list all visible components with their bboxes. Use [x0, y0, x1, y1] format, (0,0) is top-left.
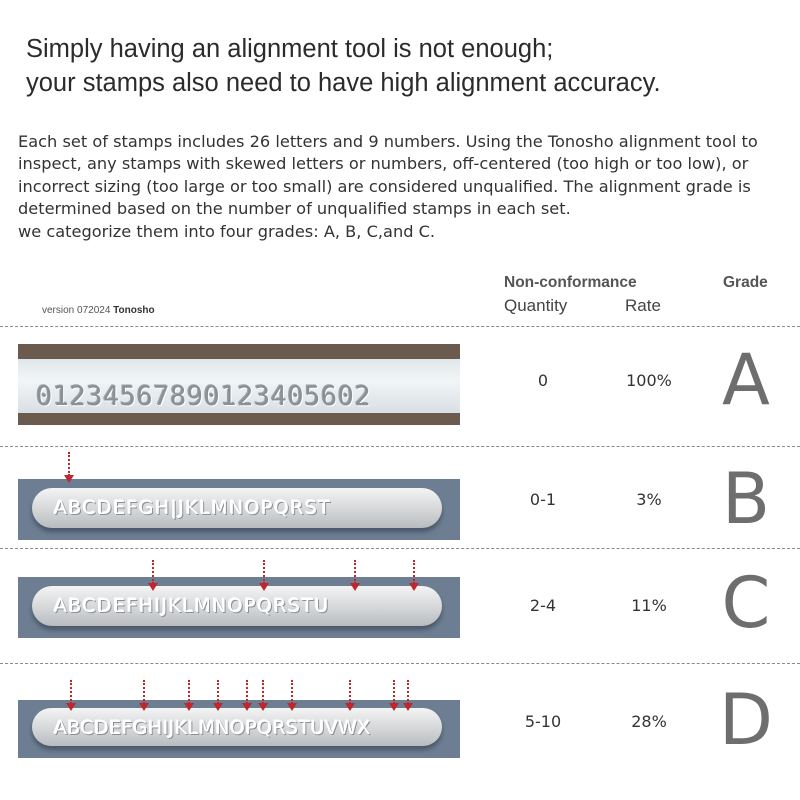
misalignment-arrow-icon [349, 680, 351, 704]
misalignment-arrow-icon [413, 560, 415, 584]
misalignment-arrow-icon [70, 680, 72, 704]
grade-letter: D [719, 679, 773, 761]
stamp-sample-text: 01234567890123405602 [36, 381, 372, 412]
headline-line-1: Simply having an alignment tool is not enough; [26, 35, 554, 63]
quantity-cell: 2-4 [529, 596, 557, 615]
stamp-sample-text: ABCDEFGH|JKLMNOPQRST [54, 497, 332, 519]
misalignment-arrow-icon [143, 680, 145, 704]
intro-summary: we categorize them into four grades: A, B, C,and C. [18, 221, 436, 241]
header-nonconformance: Non-conformance [504, 274, 637, 291]
header-grade: Grade [723, 274, 768, 291]
stamp-photo-a [18, 344, 460, 425]
rate-cell: 3% [636, 490, 662, 509]
stamped-bar [32, 488, 442, 528]
brand-name: Tonosho [113, 305, 155, 316]
headline [26, 32, 786, 100]
misalignment-arrow-icon [393, 680, 395, 704]
row-divider [0, 446, 800, 447]
grade-letter: C [721, 562, 771, 644]
rate-cell: 100% [626, 371, 672, 390]
headline-line-2: your stamps also need to have high alignment accuracy. [26, 69, 661, 97]
stamp-sample-text: ABCDEFHIJKLMNOPQRSTU [54, 595, 330, 617]
grade-letter: B [721, 458, 771, 540]
stamp-photo-c [18, 577, 460, 638]
misalignment-arrow-icon [246, 680, 248, 704]
row-divider [0, 326, 800, 327]
row-divider [0, 663, 800, 664]
quantity-cell: 5-10 [524, 712, 562, 731]
stamp-photo-b [18, 479, 460, 540]
misalignment-arrow-icon [407, 680, 409, 704]
misalignment-arrow-icon [217, 680, 219, 704]
rate-cell: 11% [631, 596, 667, 615]
rate-cell: 28% [631, 712, 667, 731]
misalignment-arrow-icon [262, 680, 264, 704]
intro-text [18, 131, 788, 243]
misalignment-arrow-icon [188, 680, 190, 704]
header-rate: Rate [625, 296, 661, 315]
version-text: version 072024 [42, 305, 111, 316]
stamped-bar [32, 708, 442, 746]
header-quantity: Quantity [504, 296, 568, 315]
row-divider [0, 548, 800, 549]
version-label [42, 305, 155, 316]
misalignment-arrow-icon [354, 560, 356, 584]
stamped-strip [18, 359, 460, 413]
stamp-sample-text: ABCDEFGHIJKLMNOPQRSTUVWX [54, 717, 371, 739]
misalignment-arrow-icon [152, 560, 154, 584]
stamped-bar [32, 586, 442, 626]
intro-paragraph: Each set of stamps includes 26 letters and 9 numbers. Using the Tonosho alignment tool to inspect, any stamps with skewed letters or numbers, off-centered (too high or too low), or incorrect sizing (too large or too small) are considered unqualified. The alignment grade is determined based on the number of unqualified stamps in each set. [18, 132, 758, 219]
misalignment-arrow-icon [291, 680, 293, 704]
misalignment-arrow-icon [263, 560, 265, 584]
quantity-cell: 0 [537, 371, 549, 390]
quantity-cell: 0-1 [529, 490, 557, 509]
grade-letter: A [722, 339, 770, 421]
misalignment-arrow-icon [68, 452, 70, 476]
